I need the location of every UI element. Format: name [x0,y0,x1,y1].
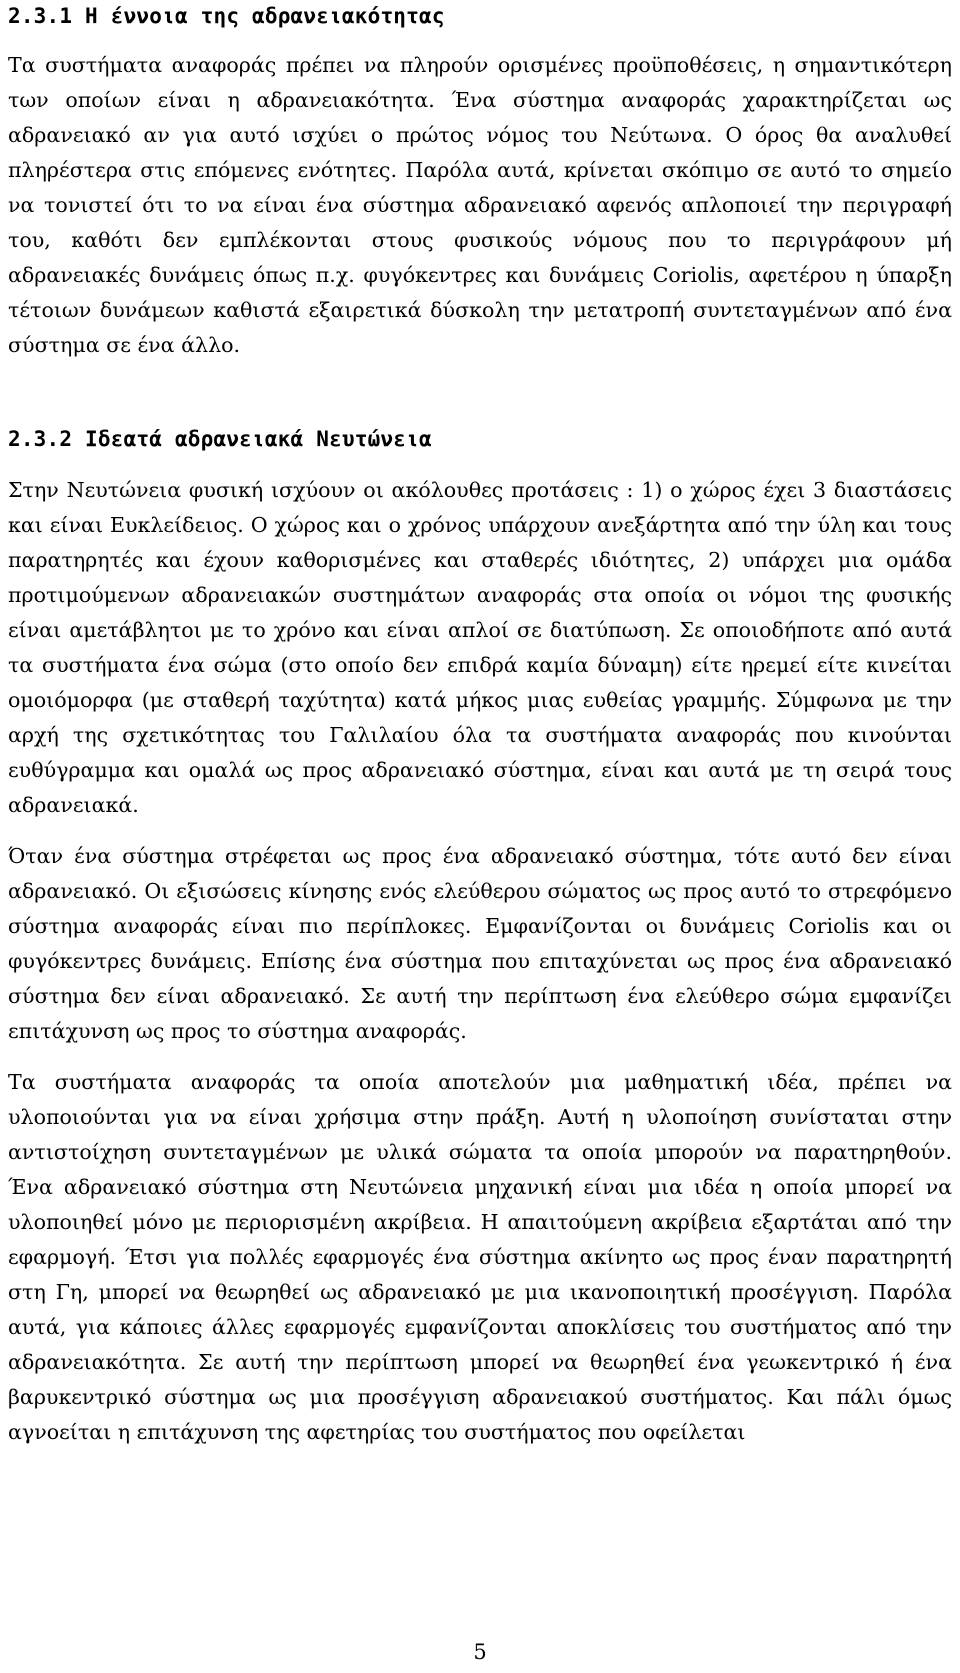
paragraph: Στην Νευτώνεια φυσική ισχύουν οι ακόλουθες προτάσεις : 1) ο χώρος έχει 3 διαστάσεις και είναι Ευκλείδειος. Ο χώρος και ο χρόνος υπάρχουν ανεξάρτητα από την ύλη και τους παρατηρητές και έχουν καθορισμένες και σταθερές ιδιότητες, 2) υπάρχει μια ομάδα προτιμούμενων αδρανειακών συστημάτων αναφοράς στα οποία οι νόμοι της φυσικής είναι αμετάβλητοι με το χρόνο και είναι απλοί σε διατύπωση. Σε οποιοδήποτε από αυτά τα συστήματα ένα σώμα (στο οποίο δεν επιδρά καμία δύναμη) είτε ηρεμεί είτε κινείται ομοιόμορφα (με σταθερή ταχύτητα) κατά μήκος μιας ευθείας γραμμής. Σύμφωνα με την αρχή της σχετικότητας του Γαλιλαίου όλα τα συστήματα αναφοράς που κινούνται ευθύγραμμα και ομαλά ως προς αδρανειακό σύστημα, είναι και αυτά με τη σειρά τους αδρανειακά. [8,478,952,817]
section-heading: 2.3.2 Ιδεατά αδρανειακά Νευτώνεια [8,427,432,451]
paragraph: Όταν ένα σύστημα στρέφεται ως προς ένα αδρανειακό σύστημα, τότε αυτό δεν είναι αδρανειακό. Οι εξισώσεις κίνησης ενός ελεύθερου σώματος ως προς αυτό το στρεφόμενο σύστημα αναφοράς είναι πιο περίπλοκες. Εμφανίζονται οι δυνάμεις Coriolis και οι φυγόκεντρες δυνάμεις. Επίσης ένα σύστημα που επιταχύνεται ως προς ένα αδρανειακό σύστημα δεν είναι αδρανειακό. Σε αυτή την περίπτωση ένα ελεύθερο σώμα εμφανίζει επιτάχυνση ως προς το σύστημα αναφοράς. [8,844,952,1043]
page-number: 5 [473,1640,487,1664]
document-page [8,0,952,1450]
section-heading: 2.3.1 Η έννοια της αδρανειακότητας [8,4,445,28]
paragraph: Τα συστήματα αναφοράς τα οποία αποτελούν μια μαθηματική ιδέα, πρέπει να υλοποιούνται για να είναι χρήσιμα στην πράξη. Αυτή η υλοποίηση συνίσταται στην αντιστοίχηση συντεταγμένων με υλικά σώματα τα οποία μπορούν να παρατηρηθούν. Ένα αδρανειακό σύστημα στη Νευτώνεια μηχανική είναι μια ιδέα η οποία μπορεί να υλοποιηθεί μόνο με περιορισμένη ακρίβεια. Η απαιτούμενη ακρίβεια εξαρτάται από την εφαρμογή. Έτσι για πολλές εφαρμογές ένα σύστημα ακίνητο ως προς έναν παρατηρητή στη Γη, μπορεί να θεωρηθεί ως αδρανειακό με μια ικανοποιητική προσέγγιση. Παρόλα αυτά, για κάποιες άλλες εφαρμογές εμφανίζονται αποκλίσεις του συστήματος από την αδρανειακότητα. Σε αυτή την περίπτωση μπορεί να θεωρηθεί ένα γεωκεντρικό ή ένα βαρυκεντρικό σύστημα ως μια προσέγγιση αδρανειακού συστήματος. Και πάλι όμως αγνοείται η επιτάχυνση της αφετηρίας του συστήματος που οφείλεται [8,1070,952,1444]
paragraph: Τα συστήματα αναφοράς πρέπει να πληρούν ορισμένες προϋποθέσεις, η σημαντικότερη των οποίων είναι η αδρανειακότητα. Ένα σύστημα αναφοράς χαρακτηρίζεται ως αδρανειακό αν για αυτό ισχύει ο πρώτος νόμος του Νεύτωνα. Ο όρος θα αναλυθεί πληρέστερα στις επόμενες ενότητες. Παρόλα αυτά, κρίνεται σκόπιμο σε αυτό το σημείο να τονιστεί ότι το να είναι ένα σύστημα αδρανειακό αφενός απλοποιεί την περιγραφή του, καθότι δεν εμπλέκονται στους φυσικούς νόμους που το περιγράφουν μή αδρανειακές δυνάμεις όπως π.χ. φυγόκεντρες και δυνάμεις Coriolis, αφετέρου η ύπαρξη τέτοιων δυνάμεων καθιστά εξαιρετικά δύσκολη την μετατροπή συντεταγμένων από ένα σύστημα σε ένα άλλο. [8,53,952,357]
